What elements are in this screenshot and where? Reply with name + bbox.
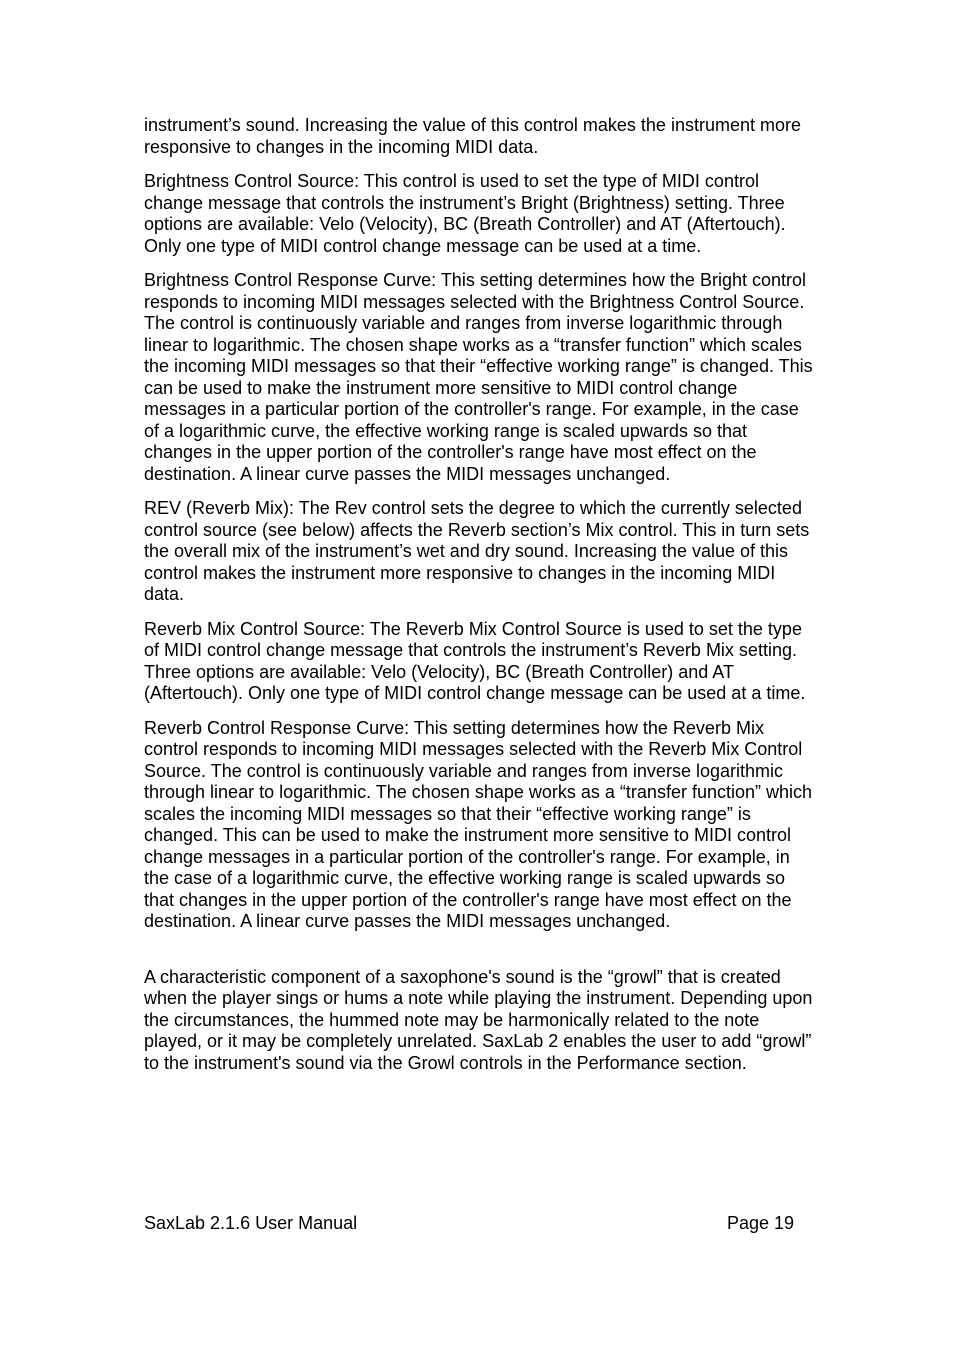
page-footer <box>144 1212 794 1234</box>
paragraph-reverb-mix: REV (Reverb Mix): The Rev control sets the degree to which the currently selected control source (see below) affects the Reverb section’s Mix control. This in turn sets the overall mix of the instrument’s wet and dry sound. Increasing the value of this control makes the instrument more responsive to changes in the incoming MIDI data. <box>144 498 810 604</box>
paragraph-reverb-mix-control-source: Reverb Mix Control Source: The Reverb Mix Control Source is used to set the type of MIDI control change message that controls the instrument’s Reverb Mix setting. Three options are available: Velo (Velocity), BC (Breath Controller) and AT (Aftertouch). Only one type of MIDI control change message can be used at a time. <box>144 618 806 703</box>
paragraph-growl-intro: A characteristic component of a saxophone's sound is the “growl” that is created when the player sings or hums a note while playing the instrument. Depending upon the circumstances, the hummed note may be harmonically related to the note played, or it may be completely unrelated. SaxLab 2 enables the user to add “growl” to the instrument's sound via the Growl controls in the Performance section. <box>144 966 813 1073</box>
paragraph-brightness-response-curve: Brightness Control Response Curve: This setting determines how the Bright control responds to incoming MIDI messages selected with the Brightness Control Source. The control is continuously variable and ranges from inverse logarithmic through linear to logarithmic. The chosen shape works as a “transfer function” which scales the incoming MIDI messages so that their “effective working range” is changed. This can be used to make the instrument more sensitive to MIDI control change messages in a particular portion of the controller's range. For example, in the case of a logarithmic curve, the effective working range is scaled upwards so that changes in the upper portion of the controller's range have most effect on the destination. A linear curve passes the MIDI messages unchanged. <box>144 270 813 484</box>
body-text <box>144 115 816 1087</box>
paragraph-brightness-control-source: Brightness Control Source: This control is used to set the type of MIDI control change message that controls the instrument’s Bright (Brightness) setting. Three options are available: Velo (Velocity), BC (Breath Controller) and AT (Aftertouch). Only one type of MIDI control change message can be used at a time. <box>144 171 786 256</box>
footer-manual-title: SaxLab 2.1.6 User Manual <box>144 1213 358 1233</box>
paragraph-intro-continuation: instrument’s sound. Increasing the value of this control makes the instrument more responsive to changes in the incoming MIDI data. <box>144 115 801 157</box>
paragraph-reverb-response-curve: Reverb Control Response Curve: This setting determines how the Reverb Mix control responds to incoming MIDI messages selected with the Reverb Mix Control Source. The control is continuously variable and ranges from inverse logarithmic through linear to logarithmic. The chosen shape works as a “transfer function” which scales the incoming MIDI messages so that their “effective working range” is changed. This can be used to make the instrument more sensitive to MIDI control change messages in a particular portion of the controller's range. For example, in the case of a logarithmic curve, the effective working range is scaled upwards so that changes in the upper portion of the controller's range have most effect on the destination. A linear curve passes the MIDI messages unchanged. <box>144 717 813 931</box>
footer-page-number: Page 19 <box>726 1213 794 1233</box>
